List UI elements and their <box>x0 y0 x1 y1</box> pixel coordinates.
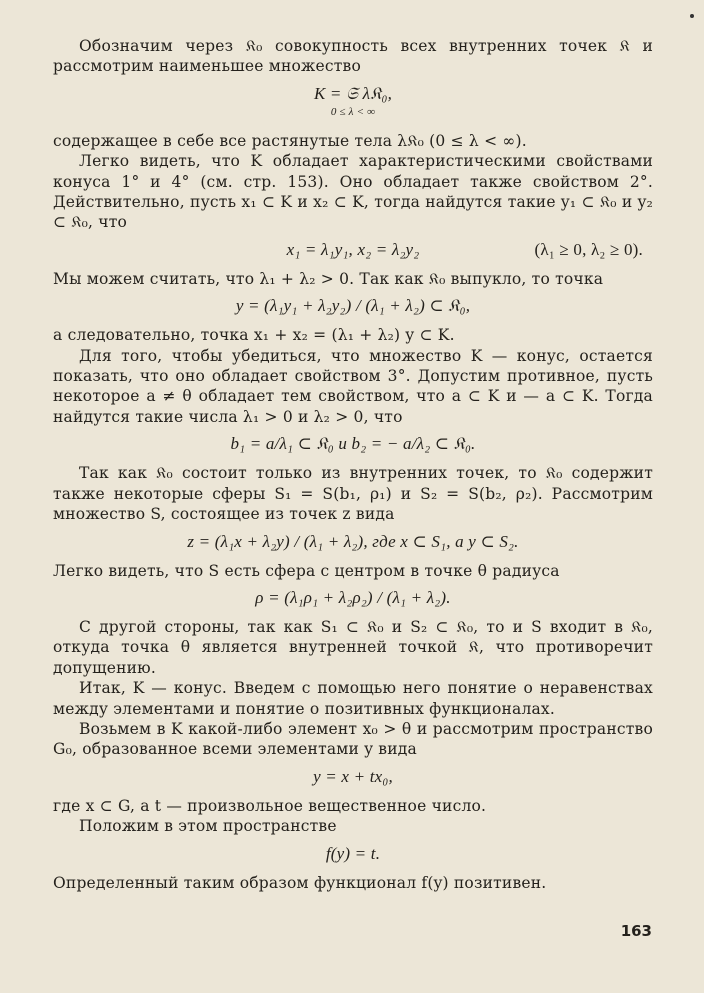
paragraph: Положим в этом пространстве <box>79 817 337 836</box>
formula <box>53 239 653 261</box>
paragraph: Легко видеть, что K обладает характеристическими свойствами конуса 1° и 4° (см. стр. 153). Оно обладает также свойством 2°. Действительно, пусть x₁ ⊂ K и x₂ ⊂ K, тогда найдутся такие y₁ ⊂ 𝔎₀ и y₂ ⊂ 𝔎₀, что <box>53 152 653 232</box>
paragraph: Определенный таким образом функционал f(y) позитивен. <box>53 873 547 892</box>
formula-text: x₁ = λ₁y₁, x₂ = λ₂y₂ <box>286 239 420 259</box>
formula: b₁ = a/λ₁ ⊂ 𝔎₀ и b₂ = − a/λ₂ ⊂ 𝔎₀. <box>230 434 476 454</box>
paragraph: где x ⊂ G, а t — произвольное вещественное число. <box>53 796 487 815</box>
paragraph: содержащее в себе все растянутые тела λ𝔎₀ (0 ≤ λ < ∞). <box>53 131 527 150</box>
corner-mark <box>690 14 694 18</box>
formula: y = (λ₁y₁ + λ₂y₂) / (λ₁ + λ₂) ⊂ 𝔎₀, <box>235 296 471 316</box>
formula <box>53 83 653 123</box>
paragraph: Для того, чтобы убедиться, что множество K — конус, остается показать, что оно обладает свойством 3°. Допустим противное, пусть некоторое a ≠ θ обладает тем свойством, что a ⊂ K и — a ⊂ K. Тогда найдутся такие числа λ₁ > 0 и λ₂ > 0, что <box>53 346 653 426</box>
paragraph: Мы можем считать, что λ₁ + λ₂ > 0. Так как 𝔎₀ выпукло, то точка <box>53 269 604 288</box>
paragraph: Так как 𝔎₀ состоит только из внутренних точек, то 𝔎₀ содержит также некоторые сферы S₁ = S(b₁, ρ₁) и S₂ = S(b₂, ρ₂). Рассмотрим множество S, состоящее из точек z вида <box>53 464 653 524</box>
paragraph: Итак, K — конус. Введем с помощью него понятие о неравенствах между элементами и понятие о позитивных функционалах. <box>53 679 653 718</box>
paragraph: Обозначим через 𝔎₀ совокупность всех внутренних точек 𝔎 и рассмотрим наименьшее множество <box>53 37 653 76</box>
formula: y = x + tx₀, <box>313 766 393 786</box>
page-body <box>53 36 653 893</box>
paragraph: а следовательно, точка x₁ + x₂ = (λ₁ + λ₂) y ⊂ K. <box>53 326 455 345</box>
formula: f(y) = t. <box>325 843 381 863</box>
formula: ρ = (λ₁ρ₁ + λ₂ρ₂) / (λ₁ + λ₂). <box>255 587 451 607</box>
formula-text: K = 𝔖 λ𝔎₀, <box>313 83 393 103</box>
paragraph: Возьмем в K какой-либо элемент x₀ > θ и рассмотрим пространство G₀, образованное всеми элементами y вида <box>53 719 653 759</box>
paragraph: Легко видеть, что S есть сфера с центром в точке θ радиуса <box>53 561 560 580</box>
formula: z = (λ₁x + λ₂y) / (λ₁ + λ₂), где x ⊂ S₁, а y ⊂ S₂. <box>187 531 519 551</box>
paragraph: С другой стороны, так как S₁ ⊂ 𝔎₀ и S₂ ⊂ 𝔎₀, то и S входит в 𝔎₀, откуда точка θ является внутренней точкой 𝔎, что противоречит допущению. <box>53 617 653 677</box>
formula-subscript: 0 ≤ λ < ∞ <box>330 105 376 118</box>
page-number: 163 <box>620 922 652 940</box>
formula-condition: (λ₁ ≥ 0, λ₂ ≥ 0). <box>534 239 643 259</box>
